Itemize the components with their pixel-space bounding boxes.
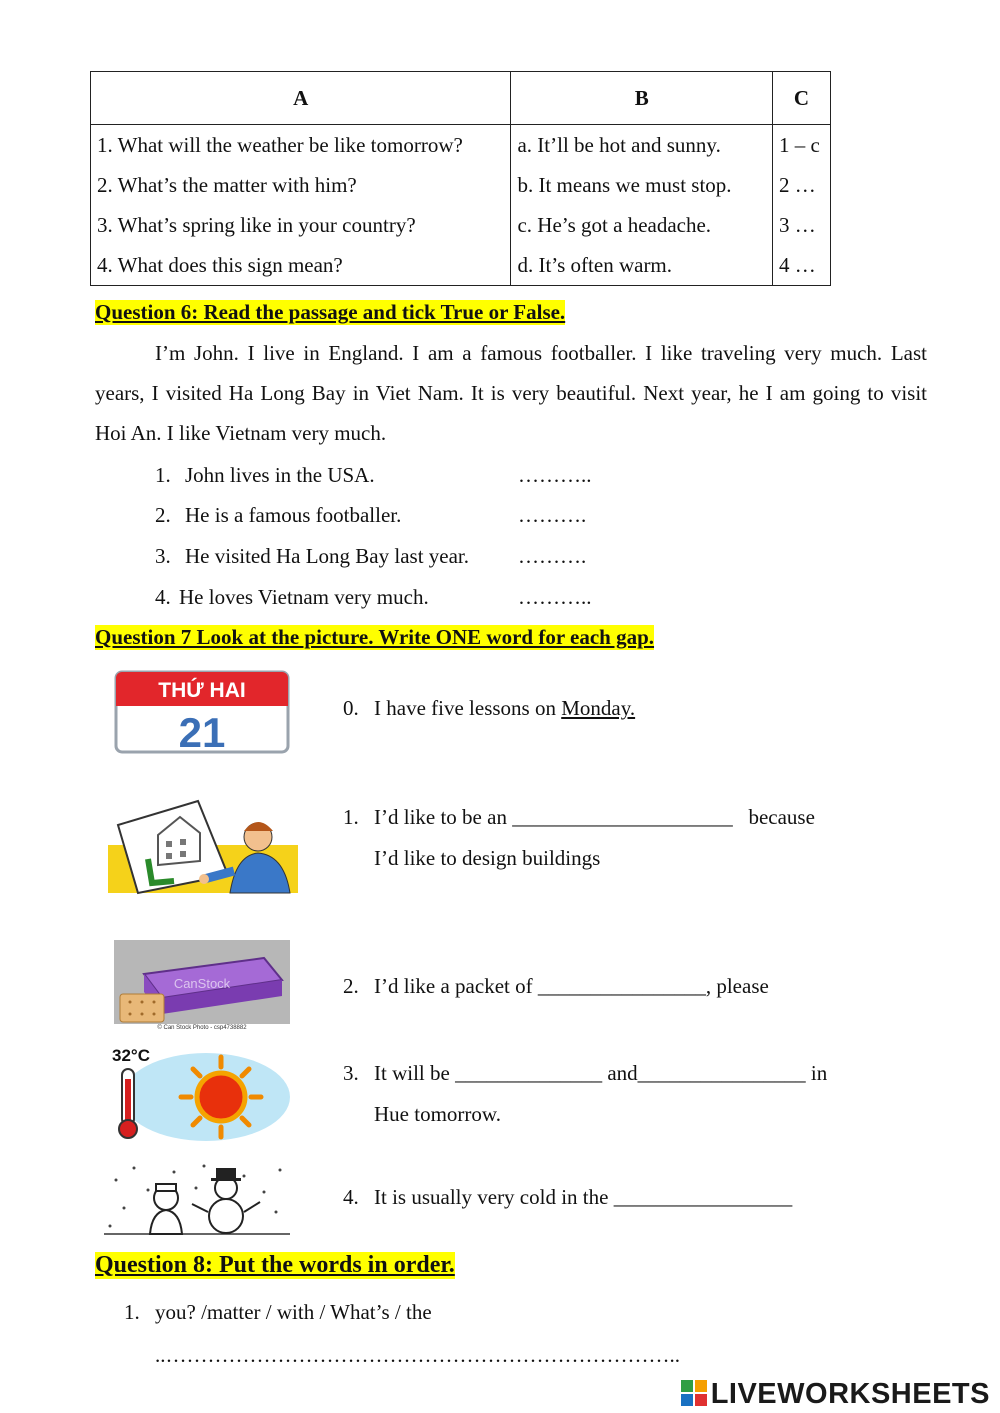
sentence-line-1[interactable]: It will be ______________ and________________ in (374, 1061, 828, 1085)
tf-item-1 (155, 463, 592, 488)
answer-line[interactable]: ..……………………………………………………………….. (155, 1343, 680, 1367)
brand-text: LIVEWORKSHEETS (710, 1378, 990, 1410)
stock-caption: © Can Stock Photo - csp4738882 (157, 1025, 247, 1030)
header-b: B (511, 72, 773, 125)
question-8-heading: Question 8: Put the words in order. (95, 1252, 455, 1278)
gap-item-3 (343, 1053, 883, 1135)
statement: He is a famous footballer. (185, 503, 402, 527)
response-cell: c. He’s got a headache. (511, 205, 773, 245)
answer-blank[interactable]: ……….. (518, 585, 592, 609)
question-cell: 3. What’s spring like in your country? (91, 205, 511, 245)
item-number: 4. (155, 585, 171, 609)
item-number: 0. (343, 696, 359, 720)
sentence-line-2: Hue tomorrow. (374, 1102, 501, 1126)
header-c: C (773, 72, 831, 125)
item-number: 1. (155, 463, 171, 487)
item-number: 4. (343, 1185, 359, 1209)
answer-blank[interactable]: ………. (518, 544, 587, 568)
statement: He visited Ha Long Bay last year. (185, 544, 470, 568)
tf-item-4 (155, 585, 592, 610)
gap-item-1 (343, 797, 883, 879)
calendar-day: THỨ HAI (158, 679, 246, 702)
question-cell: 2. What’s the matter with him? (91, 165, 511, 205)
statement: He loves Vietnam very much. (179, 585, 429, 609)
question-6-heading: Question 6: Read the passage and tick True or False. (95, 300, 566, 324)
sentence[interactable]: I’d like a packet of ________________, please (374, 974, 769, 998)
table-row (91, 125, 831, 166)
sentence: I have five lessons on (374, 696, 562, 720)
architect-picture (108, 795, 298, 897)
liveworksheets-logo (681, 1378, 990, 1411)
answer-blank[interactable]: ……….. (518, 463, 592, 487)
response-cell: a. It’ll be hot and sunny. (511, 125, 773, 166)
tf-item-3 (155, 544, 587, 569)
gap-item-0 (343, 688, 883, 729)
response-cell: d. It’s often warm. (511, 245, 773, 286)
answer-cell[interactable]: 4 … (773, 245, 831, 286)
sentence-line-2: I’d like to design buildings (374, 846, 601, 870)
sentence-line-1[interactable]: I’d like to be an _____________________ because (374, 805, 815, 829)
item-number: 2. (343, 974, 359, 998)
question-7-heading: Question 7 Look at the picture. Write ONE word for each gap. (95, 625, 655, 649)
item-number: 3. (343, 1061, 359, 1085)
answer-cell[interactable]: 3 … (773, 205, 831, 245)
answer-cell[interactable]: 1 – c (773, 125, 831, 166)
answer-cell[interactable]: 2 … (773, 165, 831, 205)
answer-blank[interactable]: ………. (518, 503, 587, 527)
item-number: 3. (155, 544, 171, 568)
gap-item-2 (343, 966, 883, 1007)
item-number: 1. (124, 1300, 140, 1324)
example-answer: Monday. (561, 696, 636, 720)
table-row (91, 165, 831, 205)
crackers-picture (114, 940, 290, 1030)
question-cell: 1. What will the weather be like tomorrow? (91, 125, 511, 166)
header-a: A (91, 72, 511, 125)
temperature-label: 32°C (112, 1046, 150, 1065)
item-number: 2. (155, 503, 171, 527)
passage: I’m John. I live in England. I am a famous footballer. I like traveling very much. Last years, I visited Ha Long Bay in Viet Nam. It is very beautiful. Next year, he I am going to visit Hoi An. I like Vietnam very much. (95, 341, 927, 445)
hot-weather-picture (106, 1043, 292, 1143)
table-row (91, 205, 831, 245)
sentence[interactable]: It is usually very cold in the _________________ (374, 1185, 793, 1209)
question-cell: 4. What does this sign mean? (91, 245, 511, 286)
calendar-date: 21 (178, 709, 226, 756)
gap-item-4 (343, 1177, 883, 1218)
scrambled-words: you? /matter / with / What’s / the (155, 1300, 432, 1324)
response-cell: b. It means we must stop. (511, 165, 773, 205)
table-row (91, 245, 831, 286)
statement: John lives in the USA. (185, 463, 375, 487)
liveworksheets-badge-icon (681, 1380, 707, 1406)
matching-table (90, 71, 831, 286)
item-number: 1. (343, 805, 359, 829)
watermark: CanStock (173, 976, 231, 991)
calendar-picture (112, 668, 292, 756)
tf-item-2 (155, 503, 587, 528)
winter-picture (104, 1160, 290, 1240)
order-item-1 (124, 1300, 432, 1325)
